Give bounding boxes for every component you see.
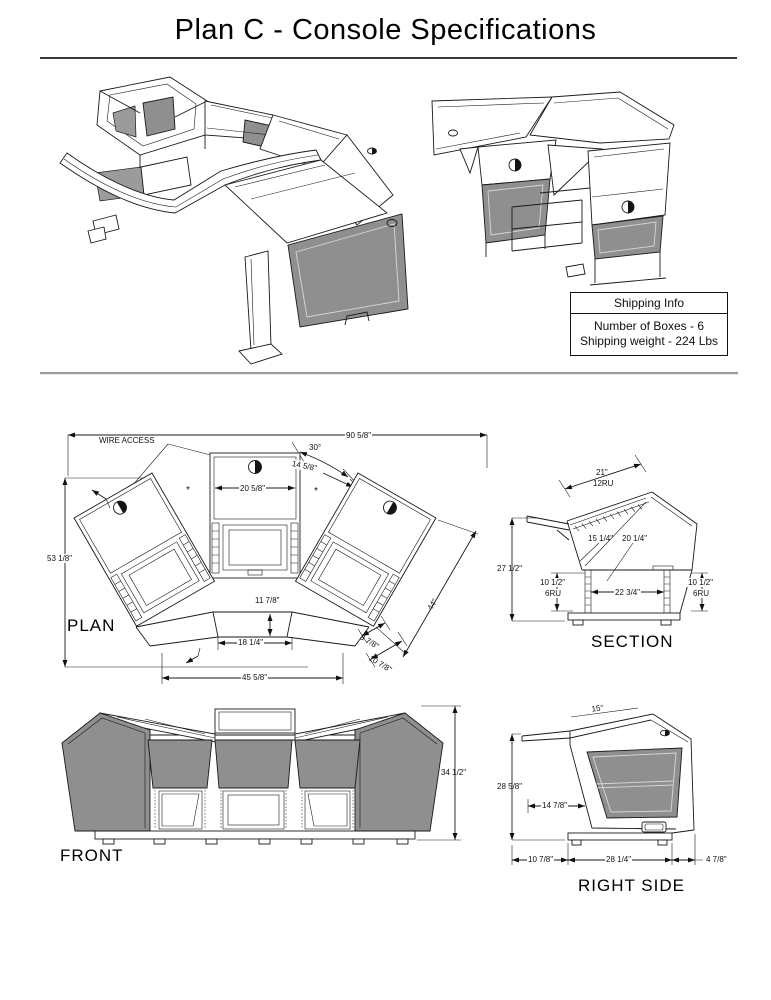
right-side-label: RIGHT SIDE [578, 876, 685, 895]
side-dim-surface-angle: 15° [590, 703, 605, 714]
iso-front-view [55, 73, 450, 373]
shipping-weight-line: Shipping weight - 224 Lbs [579, 334, 719, 348]
iso-left-pod-panel [143, 97, 175, 136]
section-dim-rack-ru: 12RU [593, 479, 614, 488]
plan-dim-wing-front-b: 10 7/8" [367, 653, 394, 675]
plan-asterisk-right: * [314, 486, 318, 497]
iso-rear-view [420, 85, 700, 310]
section-dim-surface-b: 20 1/4" [622, 534, 648, 543]
title-rule [40, 57, 737, 59]
plan-dim-wing-length: 44" [425, 597, 440, 612]
right-side-view [495, 700, 771, 900]
plan-label: PLAN [67, 616, 116, 635]
plan-drawing [40, 410, 500, 710]
side-dim-base-rear: 4 7/8" [706, 855, 727, 864]
plan-asterisk-left: * [186, 485, 190, 496]
plan-dim-wing-angle: 30° [309, 443, 322, 452]
plan-dim-front-width: 18 1/4" [238, 638, 264, 647]
plan-dim-wing-inner: 14 5/8" [291, 459, 318, 473]
plan-wire-access-label: WIRE ACCESS [99, 436, 155, 445]
front-label: FRONT [60, 846, 124, 865]
plan-dim-front-overall: 45 5/8" [242, 673, 268, 682]
section-dim-lower-left-ru: 6RU [545, 589, 562, 598]
right-side-drawing [495, 700, 771, 900]
iso-rear-center-panel [482, 179, 550, 243]
section-dim-surface-a: 15 1/4" [588, 534, 614, 543]
shipping-info-header: Shipping Info [571, 293, 727, 314]
front-view [55, 698, 490, 870]
side-dim-base-width: 28 1/4" [606, 855, 632, 864]
section-dim-lower-left-h: 10 1/2" [540, 578, 566, 587]
side-dim-base-front: 10 7/8" [528, 855, 554, 864]
section-dim-height: 27 1/2" [497, 564, 523, 573]
shipping-info-box [570, 292, 728, 356]
plan-dim-center-width: 20 5/8" [240, 484, 266, 493]
front-knee-panel-center [215, 740, 292, 788]
front-knee-panel-right [295, 740, 360, 788]
plan-dim-wing-front-a: 3 7/8" [358, 632, 381, 651]
section-label: SECTION [591, 632, 674, 651]
page-title: Plan C - Console Specifications [174, 14, 597, 46]
shipping-boxes-line: Number of Boxes - 6 [593, 319, 705, 333]
front-knee-panel-left [148, 740, 212, 788]
section-dim-lower-width: 22 3/4" [615, 588, 641, 597]
plan-dim-overall-depth: 53 1/8" [47, 554, 73, 563]
iso-front-drawing [55, 73, 450, 373]
section-drawing [495, 440, 771, 660]
section-view [495, 440, 771, 660]
iso-rear-drawing [420, 85, 700, 310]
plan-dim-overall-width: 90 5/8" [346, 431, 372, 440]
section-dim-lower-right-ru: 6RU [693, 589, 710, 598]
front-right-cheek-panel [355, 713, 443, 831]
plan-view [40, 410, 500, 710]
side-dim-height: 28 5/8" [497, 782, 523, 791]
shipping-info-body [571, 314, 727, 355]
front-left-cheek-panel [62, 713, 150, 831]
side-dim-panel-inset: 14 7/8" [542, 801, 568, 810]
front-dim-height: 34 1/2" [441, 768, 467, 777]
plan-dim-front-depth: 11 7/8" [255, 596, 280, 605]
section-dim-lower-right-h: 10 1/2" [688, 578, 714, 587]
section-dim-rack-len: 21" [596, 468, 608, 477]
front-drawing [55, 698, 490, 870]
